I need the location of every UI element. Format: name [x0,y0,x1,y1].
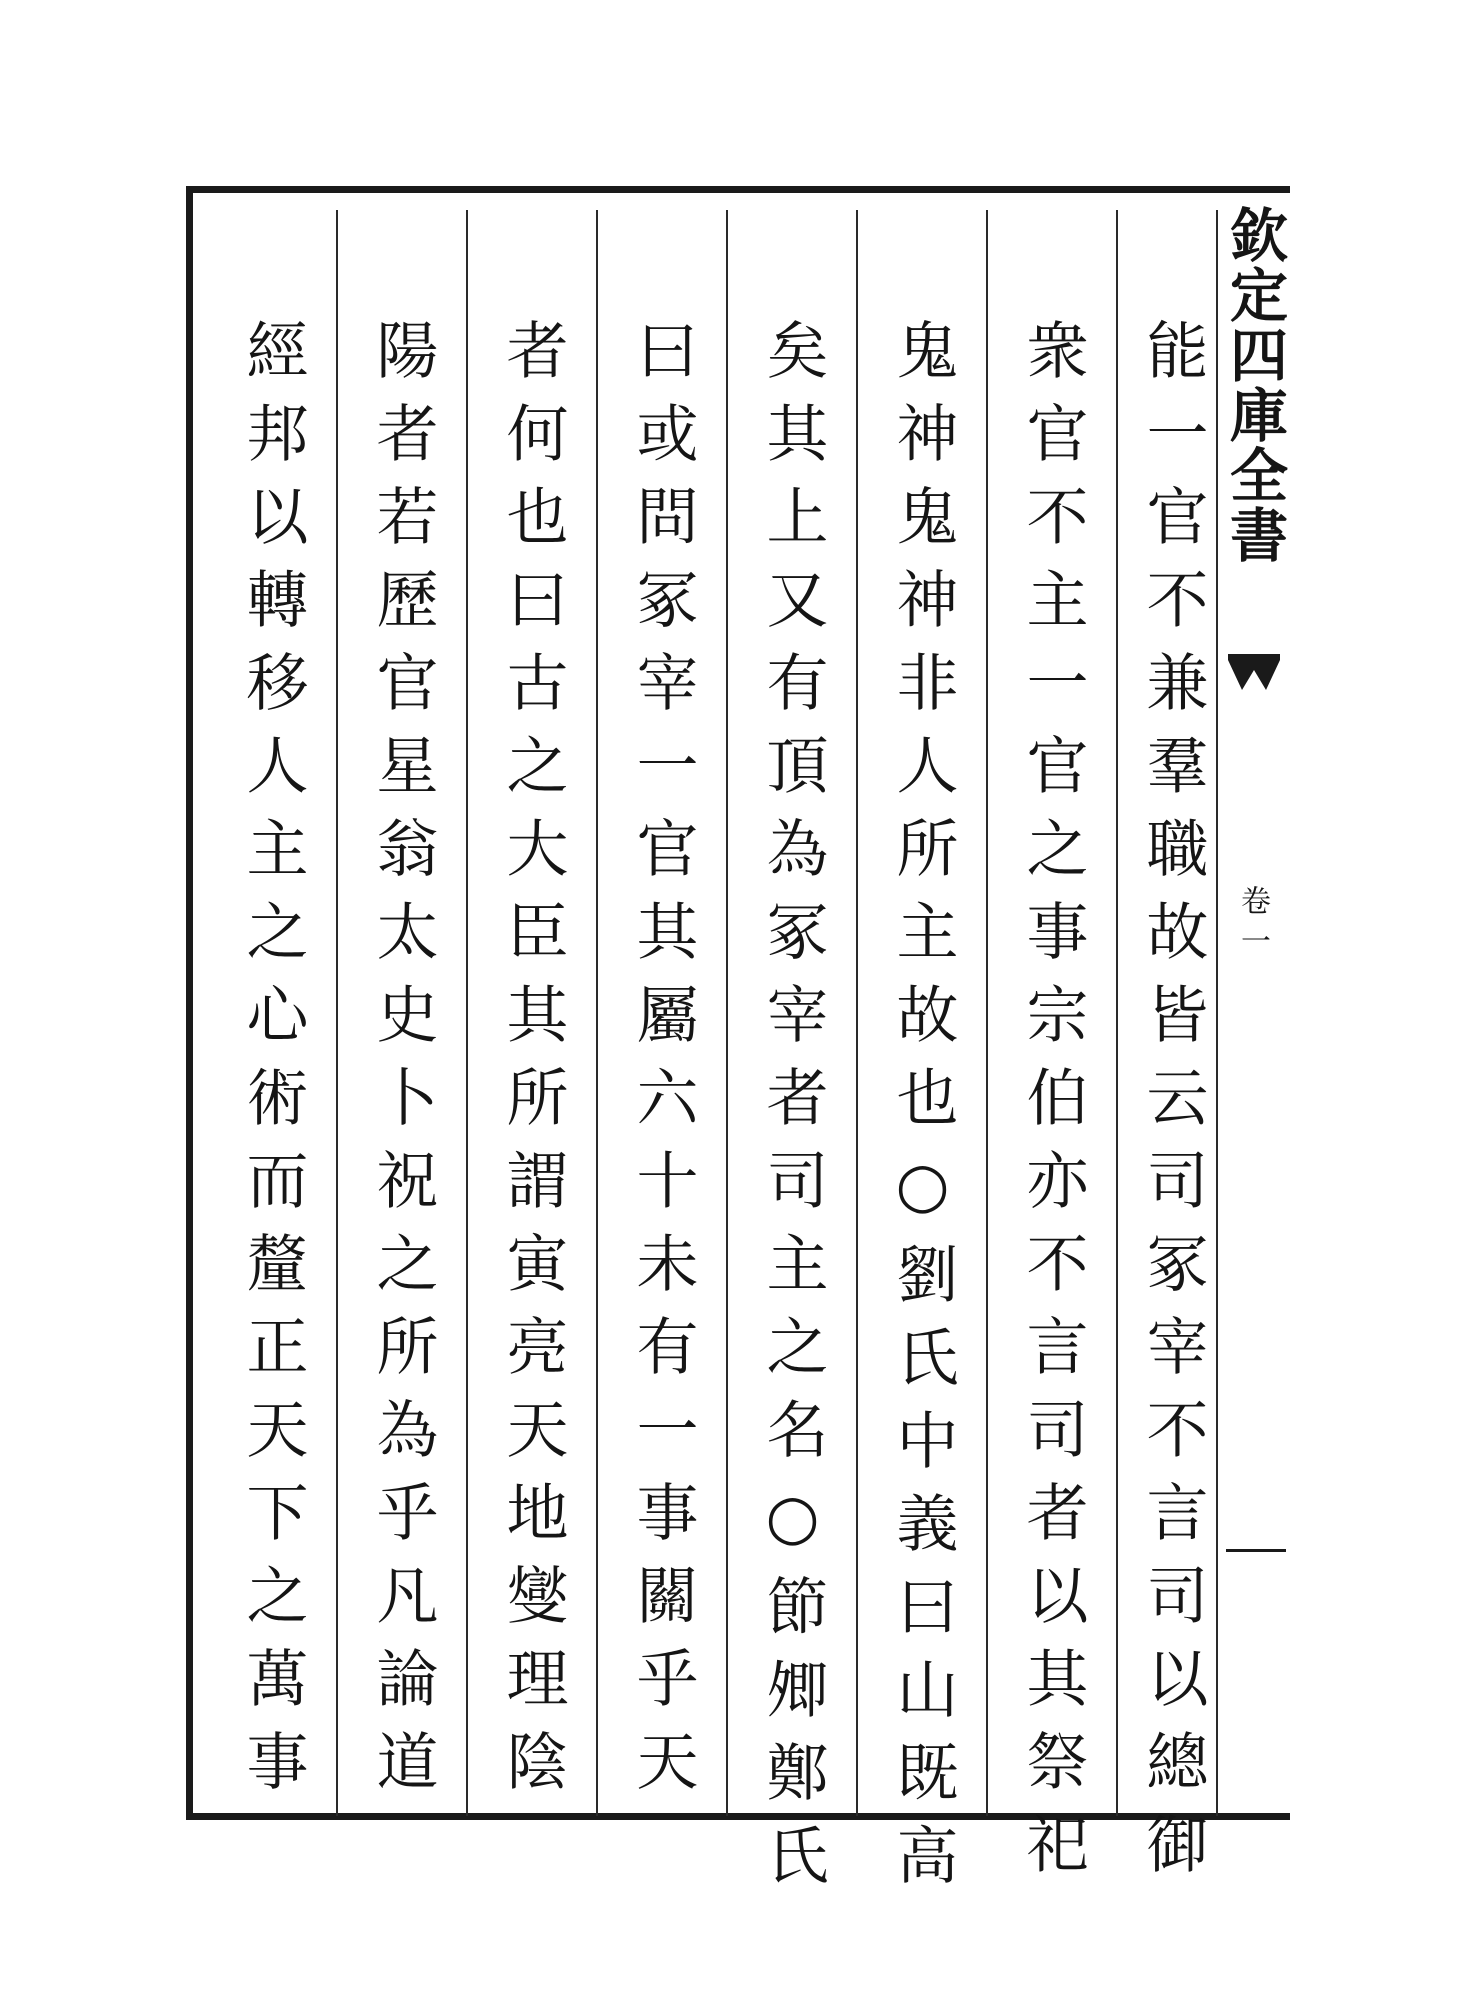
text-column-8: 經邦以轉移人主之心術而釐正天下之萬事 [236,318,309,1812]
text-column-3: 鬼神鬼神非人所主故也○劉氏中義曰山既高 [886,318,959,1906]
text-column-4: 矣其上又有頂為冢宰者司主之名○節𡖖鄭氏 [756,318,829,1906]
text-column-1: 能一官不兼羣職故皆云司冢宰不言司以總御 [1136,318,1209,1895]
book-title: 欽定四庫全書 [1220,205,1288,565]
column-rule [466,210,468,1816]
margin-divider [1226,1549,1286,1552]
column-rule [726,210,728,1816]
column-rule [596,210,598,1816]
volume-label: 卷一 [1235,885,1270,965]
column-rule [336,210,338,1816]
text-column-7: 陽者若歷官星翁太史卜祝之所為乎凡論道 [366,318,439,1812]
column-rule [856,210,858,1816]
column-rule [1116,210,1118,1816]
column-rule [986,210,988,1816]
text-column-2: 衆官不主一官之事宗伯亦不言司者以其祭祀 [1016,318,1089,1895]
fish-tail-icon [1226,650,1282,694]
text-column-5: 曰或問冢宰一官其屬六十未有一事關乎天 [626,318,699,1812]
text-column-6: 者何也曰古之大臣其所謂寅亮天地燮理陰 [496,318,569,1812]
